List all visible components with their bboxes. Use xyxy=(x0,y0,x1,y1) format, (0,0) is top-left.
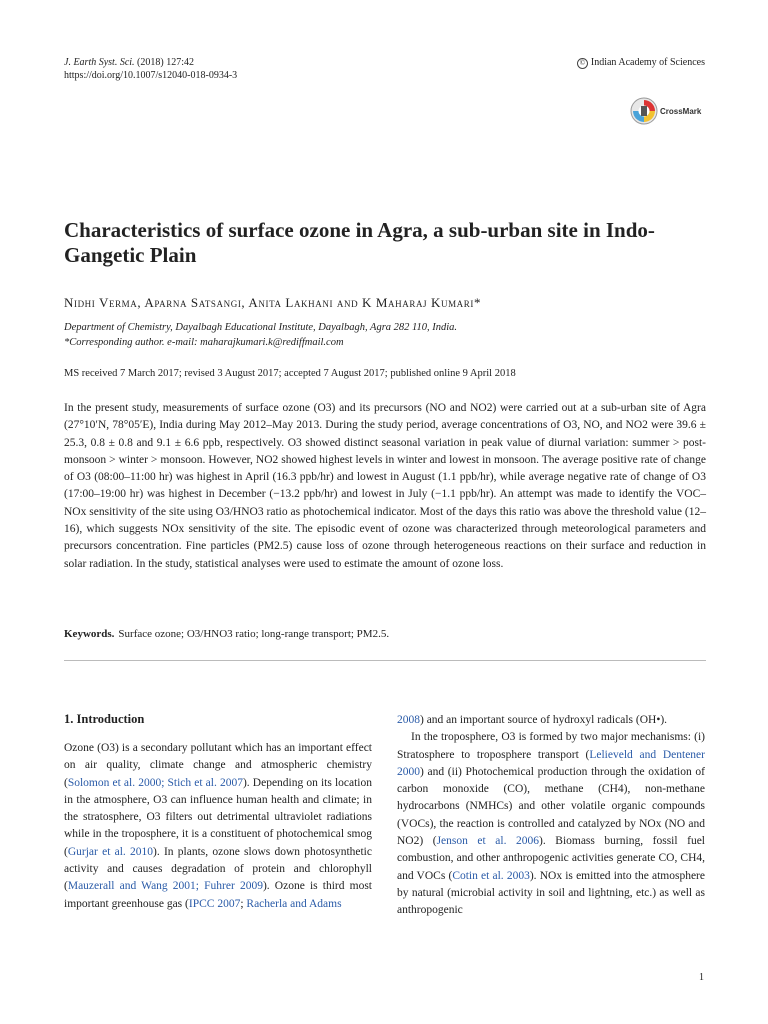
text-run: ). Depending on its location in the atmosphere, O3 can influence human health and climate; in the stratosphere, O3 filters out detrimental ultraviolet radiations while in the troposphere, it is a constituent of photochemical smog ( xyxy=(64,776,372,858)
affiliation xyxy=(64,320,457,350)
citation-link[interactable]: Racherla and Adams xyxy=(246,897,342,910)
text-run: ). Biomass burning, fossil fuel combustion, and other anthropogenic activities generate CO, CH4, and VOCs ( xyxy=(397,835,705,882)
citation-link[interactable]: Mauzerall and Wang 2001; Fuhrer 2009 xyxy=(67,880,263,893)
citation-link[interactable]: Solomon et al. 2000; Stich et al. 2007 xyxy=(67,776,243,789)
corresponding-author: *Corresponding author. e-mail: maharajkumari.k@rediffmail.com xyxy=(64,337,344,348)
paper-title: Characteristics of surface ozone in Agra, a sub-urban site in Indo-Gangetic Plain xyxy=(64,218,655,267)
citation-link[interactable]: 2008 xyxy=(397,714,420,726)
citation-link[interactable]: Jenson et al. 2006 xyxy=(436,835,540,848)
intro-paragraph-2 xyxy=(397,729,705,919)
volume-info: (2018) 127:42 xyxy=(137,57,194,68)
publisher xyxy=(577,56,705,69)
keywords xyxy=(64,627,389,642)
citation-link[interactable]: IPCC 2007 xyxy=(188,897,241,910)
keywords-text: Surface ozone; O3/HNO3 ratio; long-range transport; PM2.5. xyxy=(118,628,390,640)
text-run: ). NOx is emitted into the atmosphere by natural (microbial activity in soil and lightning, etc.) as well as anthropogenic xyxy=(397,869,705,917)
affiliation-address: Department of Chemistry, Dayalbagh Educational Institute, Dayalbagh, Agra 282 110, India. xyxy=(64,322,458,333)
author-list: Nidhi Verma, Aparna Satsangi, Anita Lakhani and K Maharaj Kumari* xyxy=(64,295,482,310)
citation-link[interactable]: Cotin et al. 2003 xyxy=(452,869,530,882)
journal-name: J. Earth Syst. Sci. xyxy=(64,57,135,68)
abstract: In the present study, measurements of surface ozone (O3) and its precursors (NO and NO2) were carried out at a sub-urban site of Agra (27°10′N, 78°05′E), India during May 2012–May 2013. During the study period, average concentrations of O3, NO, and NO2 were 39.6 ± 25.3, 0.8 ± 0.8 and 9.1 ± 6.6 ppb, respectively. O3 showed distinct seasonal variation in peak value of diurnal variation: summer > post-monsoon > winter > monsoon. However, NO2 showed highest levels in winter and lowest in monsoon. The average positive rate of change of O3 (08:00–11:00 hr) was highest in April (16.3 ppb/hr) and lowest in August (1.1 ppb/hr), while average negative rate of change of O3 (17:00–19:00 hr) was highest in December (−13.2 ppb/hr) and lowest in July (−1.1 ppb/hr). An attempt was made to identify the VOC–NOx sensitivity of the site using O3/HNO3 ratio as photochemical indicator. Most of the days this ratio was above the threshold value (12–16), which suggests NOx sensitivity of the site. The episodic event of ozone was characterized through meteorological parameters and precursors concentration. Fine particles (PM2.5) cause loss of ozone through heterogeneous reactions on their surface and reduction in solar radiation. In the study, statistical analyses were used to estimate the amount of ozone loss. xyxy=(64,402,706,570)
publisher-name: Indian Academy of Sciences xyxy=(590,57,705,68)
intro-left-column xyxy=(64,740,372,913)
text-run: ). Ozone is third most important greenhouse gas ( xyxy=(64,880,372,910)
intro-paragraph-1 xyxy=(64,740,372,913)
text-run: Ozone (O3) is a secondary pollutant which has an important effect on air quality, climate change and atmospheric chemistry ( xyxy=(64,742,372,789)
citation-link[interactable]: Gurjar et al. 2010 xyxy=(67,845,154,858)
keywords-label: Keywords. xyxy=(64,628,115,640)
intro-paragraph-1-cont xyxy=(397,712,705,729)
crossmark-badge[interactable] xyxy=(630,96,710,126)
intro-right-column xyxy=(397,712,705,920)
crossmark-label: CrossMark xyxy=(660,106,702,116)
page-number: 1 xyxy=(699,972,704,983)
text-run: ) and (ii) Photochemical production through the oxidation of carbon monoxide (CO), methane (CH4), non-methane hydrocarbons (NMHCs) and other volatile organic compounds (VOCs), the reaction is controlled and catalyzed by NOx (NO and NO2) ( xyxy=(397,765,705,848)
section-heading-introduction: 1. Introduction xyxy=(64,712,145,726)
text-run: ) and an important source of hydroxyl radicals (OH•). xyxy=(420,714,668,726)
text-run: ; xyxy=(240,897,247,910)
text-run: ). In plants, ozone slows down photosynthetic activity and causes degradation of protein and chlorophyll ( xyxy=(64,845,372,893)
copyright-icon: © xyxy=(577,58,588,69)
text-run: In the troposphere, O3 is formed by two major mechanisms: (i) Stratosphere to troposphere transport ( xyxy=(397,731,705,761)
doi-link[interactable]: https://doi.org/10.1007/s12040-018-0934-3 xyxy=(64,70,238,81)
section-divider xyxy=(64,660,706,661)
manuscript-dates: MS received 7 March 2017; revised 3 August 2017; accepted 7 August 2017; published online 9 April 2018 xyxy=(64,368,516,379)
citation-link[interactable]: Lelieveld and Dentener 2000 xyxy=(397,748,705,778)
journal-header xyxy=(64,56,237,82)
crossmark-icon xyxy=(630,97,658,125)
